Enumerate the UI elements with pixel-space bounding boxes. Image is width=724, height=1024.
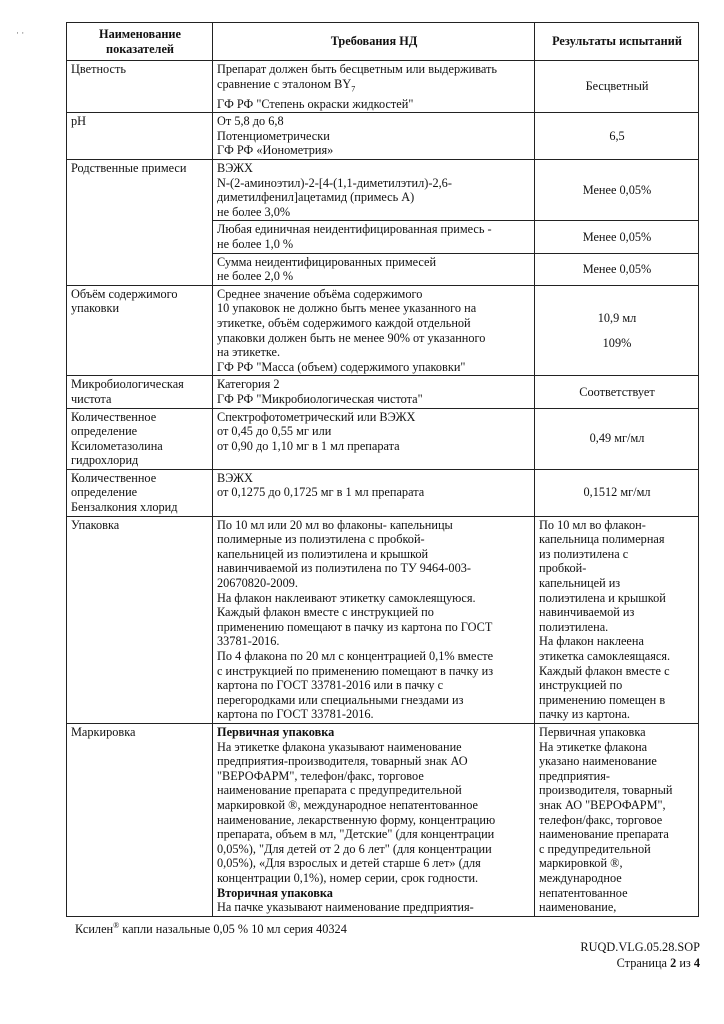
header-results: Результаты испытаний [535,23,699,61]
row-requirement: Категория 2 ГФ РФ "Микробиологическая чистота" [213,376,535,408]
row-result: Соответствует [535,376,699,408]
table-row [67,516,699,723]
row-name: Количественное определение Бензалкония хлорид [67,469,213,516]
row-requirement: От 5,8 до 6,8 Потенциометрически ГФ РФ «Ионометрия» [213,113,535,160]
row-name: pH [67,113,213,160]
table-row [67,160,699,221]
row-result: 10,9 мл 109% [535,285,699,376]
row-requirement: Спектрофотометрический или ВЭЖХ от 0,45 до 0,55 мг или от 0,90 до 1,10 мг в 1 мл препарата [213,408,535,469]
row-name: Маркировка [67,723,213,916]
row-name: Количественное определение Ксилометазолина гидрохлорид [67,408,213,469]
table-row [67,408,699,469]
table-row [67,469,699,516]
row-result: 0,1512 мг/мл [535,469,699,516]
row-requirement: Первичная упаковка На этикетке флакона указывают наименование предприятия-производителя, товарный знак АО "ВЕРОФАРМ", телефон/факс, торговое наименование препарата с предупредительной маркировкой ®, международное непатентованное наименование, лекарственную форму, концентрацию препарата, объем в мл, "Детские" (для концентрации 0,05%), "Для детей от 2 до 6 лет" (для концентрации 0,05%), «Для взрослых и детей старше 6 лет» (для концентрации 0,1%), номер серии, срок годности. Вторичная упаковка На пачке указывают наименование предприятия- [213,723,535,916]
table-row [67,376,699,408]
margin-marks: · · [16,28,25,38]
row-name: Упаковка [67,516,213,723]
row-result: Первичная упаковка На этикетке флакона указано наименование предприятия- производителя, товарный знак АО "ВЕРОФАРМ", телефон/факс, торговое наименование препарата с предупредительной маркировкой ®, международное непатентованное наименование, [535,723,699,916]
row-result: Менее 0,05% [535,221,699,253]
row-result: По 10 мл во флакон- капельница полимерная из полиэтилена с пробкой- капельницей из полиэтилена и крышкой навинчиваемой из полиэтилена. На флакон наклеена этикетка самоклеящаяся. Каждый флакон вместе с инструкцией по применению помещен в пачку из картона. [535,516,699,723]
row-requirement: По 10 мл или 20 мл во флаконы- капельницы полимерные из полиэтилена с пробкой- капельницей из полиэтилена и крышкой навинчиваемой из полиэтилена по ТУ 9464-003- 20670820-2009. На флакон наклеивают этикетку самоклеящуюся. Каждый флакон вместе с инструкцией по применению помещают в пачку из картона по ГОСТ 33781-2016. По 4 флакона по 20 мл с концентрацией 0,1% вместе с инструкцией по применению помещают в пачку из картона по ГОСТ 33781-2016 или в пачку с перегородками или специальными гнездами из картона по ГОСТ 33781-2016. [213,516,535,723]
row-name: Объём содержимого упаковки [67,285,213,376]
row-result: Менее 0,05% [535,160,699,221]
row-name: Цветность [67,61,213,113]
header-indicators: Наименование показателей [67,23,213,61]
footer-product-line: Ксилен® капли назальные 0,05 % 10 мл серия 40324 [75,921,347,937]
row-requirement: Сумма неидентифицированных примесей не более 2,0 % [213,253,535,285]
row-requirement: Любая единичная неидентифицированная примесь - не более 1,0 % [213,221,535,253]
table-row [67,61,699,113]
row-result: Менее 0,05% [535,253,699,285]
footer-page-number: Страница 2 из 4 [616,956,700,970]
row-requirement: Препарат должен быть бесцветным или выдерживать сравнение с эталоном $BY_7$ ГФ РФ "Степень окраски жидкостей" [213,61,535,113]
footer-document-code: RUQD.VLG.05.28.SOP [580,940,700,954]
table-row [67,285,699,376]
row-requirement: ВЭЖХ N-(2-аминоэтил)-2-[4-(1,1-диметилэтил)-2,6- диметилфенил]ацетамид (примесь А) не более 3,0% [213,160,535,221]
row-result: Бесцветный [535,61,699,113]
row-name: Микробиологическая чистота [67,376,213,408]
header-requirements: Требования НД [213,23,535,61]
row-result: 6,5 [535,113,699,160]
table-row [67,723,699,916]
row-result: 0,49 мг/мл [535,408,699,469]
row-name: Родственные примеси [67,160,213,286]
specification-table [66,22,699,917]
row-requirement: ВЭЖХ от 0,1275 до 0,1725 мг в 1 мл препарата [213,469,535,516]
table-row [67,113,699,160]
table-header-row [67,23,699,61]
row-requirement: Среднее значение объёма содержимого 10 упаковок не должно быть менее указанного на этикетке, объём содержимого каждой отдельной упаковки должен быть не менее 90% от указанного на этикетке. ГФ РФ "Масса (объем) содержимого упаковки" [213,285,535,376]
